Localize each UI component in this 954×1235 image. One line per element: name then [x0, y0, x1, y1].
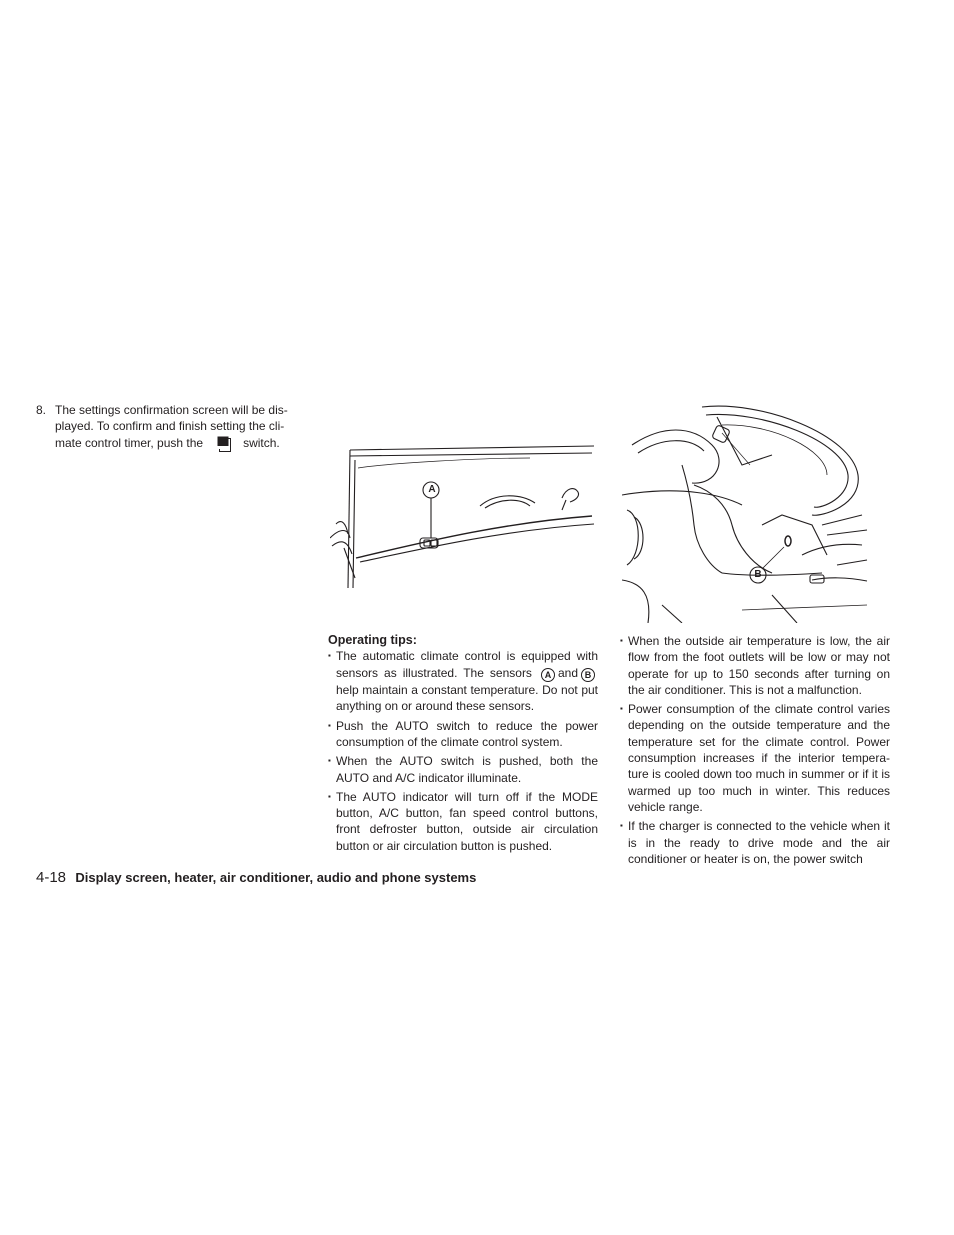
- tip-foot-outlets: ▪ When the outside air temperature is low, the air flow from the foot outlets will be low or may not operate for up to 150 seconds after turning on the air conditioner. This is not a malfunction.: [620, 633, 890, 698]
- tip-sensors-text-2: help maintain a constant temperature. Do not put anything on or around these sensors.: [336, 683, 598, 714]
- page-number: 4-18: [36, 869, 67, 886]
- tip-auto-indicator: ▪ When the AUTO switch is pushed, both the AUTO and A/C indicator illuminate.: [328, 753, 598, 786]
- tip-sensors: [328, 648, 598, 714]
- operating-tips: [328, 632, 598, 857]
- step-8-line-3: [55, 435, 308, 451]
- windshield-sensor-illustration: [330, 438, 600, 588]
- sensor-a-marker: A: [541, 668, 555, 682]
- right-column: [620, 633, 890, 870]
- page-footer: [36, 870, 476, 886]
- tip-sensors-text-1: The automatic climate control is equipped with sensors as illustrated. The sensors: [336, 649, 598, 680]
- section-title: Display screen, heater, air conditioner, audio and phone systems: [75, 870, 477, 885]
- confirm-switch-icon: [217, 436, 231, 450]
- step-8: [36, 402, 308, 451]
- tip-power-consumption: ▪ Power consumption of the climate control varies depending on the outside temperature and the temperature set for the climate control. Power consumption increases if the interior tempera-ture is cooled down too much in summer or if it is warmed up too much in winter. This reduces vehicle range.: [620, 701, 890, 815]
- sensor-a-label: A: [428, 484, 436, 495]
- tip-charger: ▪ If the charger is connected to the vehicle when it is in the ready to drive mode and the air conditioner or heater is on, the power switch: [620, 818, 890, 867]
- tip-auto-off: ▪ The AUTO indicator will turn off if the MODE button, A/C button, fan speed control buttons, front defroster button, outside air circulation button or air circulation button is pushed.: [328, 789, 598, 854]
- step-8-text-after-icon: switch.: [243, 435, 280, 450]
- step-8-line-1: The settings confirmation screen will be dis-: [55, 403, 288, 417]
- sensor-b-marker: B: [581, 668, 595, 682]
- tip-sensors-and: and: [557, 665, 578, 680]
- dashboard-sensor-illustration: [622, 405, 870, 623]
- sensor-b-label: B: [754, 569, 762, 580]
- tip-auto-switch: ▪ Push the AUTO switch to reduce the power consumption of the climate control system.: [328, 718, 598, 751]
- step-8-line-2: played. To confirm and finish setting the cli-: [55, 419, 285, 434]
- step-8-text-before-icon: mate control timer, push the: [55, 435, 204, 450]
- step-number: 8.: [36, 403, 47, 417]
- operating-tips-title: Operating tips:: [328, 633, 417, 647]
